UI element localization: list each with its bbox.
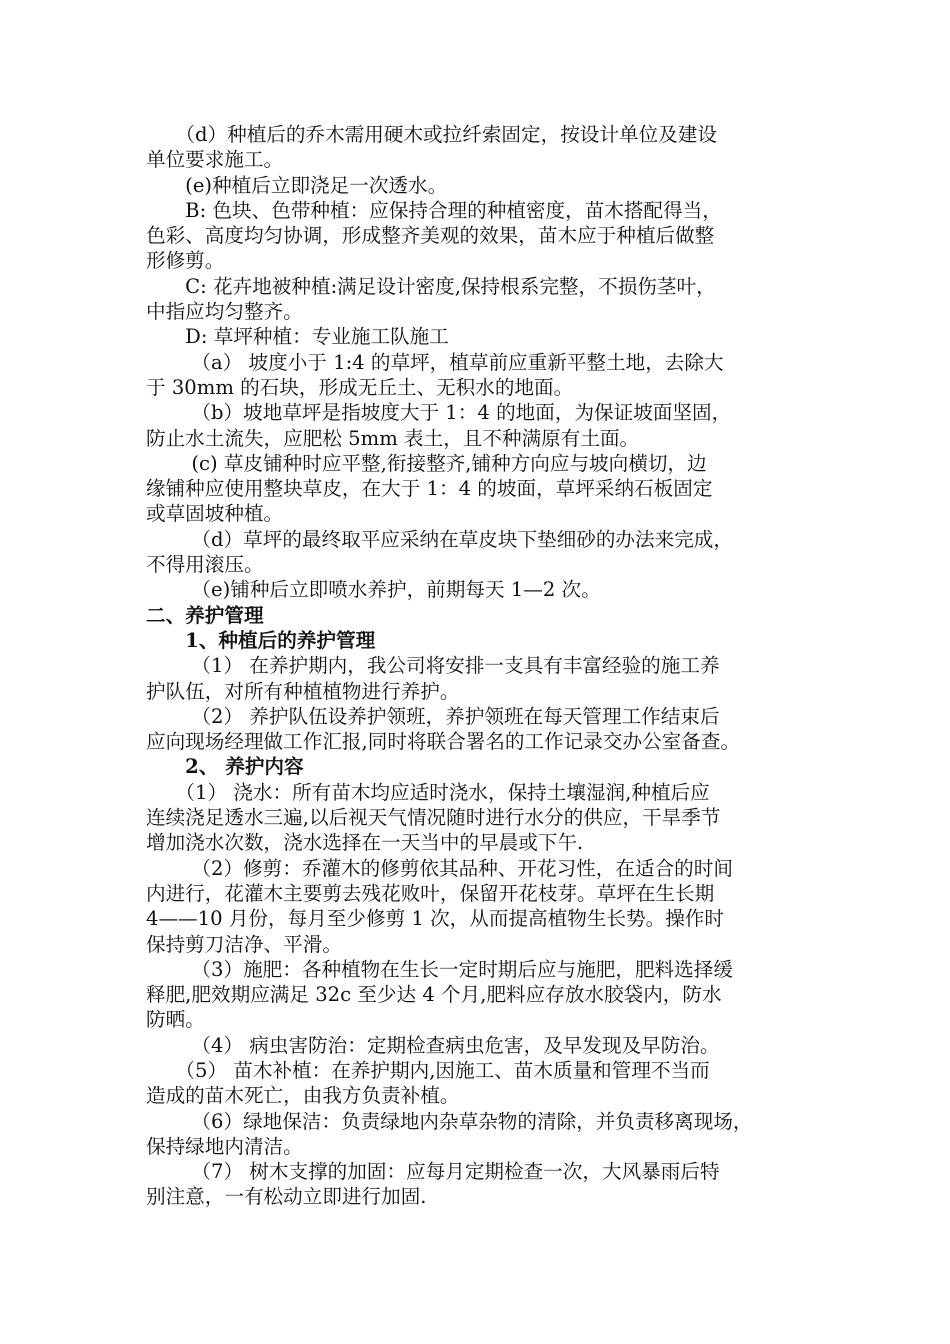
text-line: 或草固坡种植。 — [146, 502, 284, 526]
text-line: 增加浇水次数，浇水选择在一天当中的早晨或下午. — [146, 831, 584, 855]
text-line: （e)铺种后立即喷水养护，前期每天 1—2 次。 — [146, 578, 601, 602]
text-line: 形修剪。 — [146, 249, 225, 273]
text-line: （5） 苗木补植：在养护期内,因施工、苗木质量和管理不当而 — [146, 1058, 710, 1082]
subsection-heading: 2、 养护内容 — [146, 755, 304, 779]
text-line: 应向现场经理做工作汇报,同时将联合署名的工作记录交办公室备查。 — [146, 730, 741, 754]
subsection-heading: 1、种植后的养护管理 — [146, 628, 376, 652]
text-line: 造成的苗木死亡，由我方负责补植。 — [146, 1084, 460, 1108]
text-line: （7） 树木支撑的加固：应每月定期检查一次，大风暴雨后特 — [146, 1160, 720, 1184]
text-line: 连续浇足透水三遍,以后视天气情况随时进行水分的供应，干旱季节 — [146, 806, 721, 830]
text-line: 内进行，花灌木主要剪去残花败叶，保留开花枝芽。草坪在生长期 — [146, 881, 715, 905]
text-line: （2）修剪：乔灌木的修剪依其品种、开花习性，在适合的时间 — [146, 856, 733, 880]
text-line: 单位要求施工。 — [146, 148, 284, 172]
text-line: 不得用滚压。 — [146, 553, 264, 577]
text-line: （4） 病虫害防治：定期检查病虫危害，及早发现及早防治。 — [146, 1033, 720, 1057]
text-line: 释肥,肥效期应满足 32c 至少达 4 个月,肥料应存放水胶袋内，防水 — [146, 983, 722, 1007]
text-line: 于 30mm 的石块，形成无丘土、无积水的地面。 — [146, 375, 574, 399]
text-line: （d）种植后的乔木需用硬木或拉纤索固定，按设计单位及建设 — [146, 123, 717, 146]
text-line: 护队伍，对所有种植植物进行养护。 — [146, 679, 460, 703]
text-line: B: 色块、色带种植：应保持合理的种植密度，苗木搭配得当， — [146, 198, 722, 222]
text-line: 防止水土流失，应肥松 5mm 表土，且不种满原有土面。 — [146, 426, 640, 450]
text-line: C: 花卉地被种植:满足设计密度,保持根系完整，不损伤茎叶， — [146, 274, 716, 298]
text-line: （6）绿地保洁：负责绿地内杂草杂物的清除，并负责移离现场， — [146, 1109, 753, 1133]
text-line: 缘铺种应使用整块草皮，在大于 1：4 的坡面，草坪采纳石板固定 — [146, 477, 713, 501]
text-line: （1） 浇水：所有苗木均应适时浇水，保持土壤湿润,种植后应 — [146, 780, 710, 804]
text-line: （b）坡地草坪是指坡度大于 1：4 的地面，为保证坡面坚固， — [146, 401, 732, 425]
text-line: （2） 养护队伍设养护领班，养护领班在每天管理工作结束后 — [146, 704, 720, 728]
text-line: （d）草坪的最终取平应采纳在草皮块下垫细砂的办法来完成， — [146, 527, 733, 551]
text-line: 保持剪刀洁净、平滑。 — [146, 932, 342, 956]
text-line: D: 草坪种植：专业施工队施工 — [146, 325, 449, 349]
text-line: (c) 草皮铺种时应平整,衔接整齐,铺种方向应与坡向横切，边 — [146, 451, 707, 475]
text-line: 别注意，一有松动立即进行加固. — [146, 1185, 427, 1209]
text-line: （3）施肥：各种植物在生长一定时期后应与施肥，肥料选择缓 — [146, 957, 733, 981]
text-line: (e)种植后立即浇足一次透水。 — [146, 173, 448, 197]
text-line: 中指应均匀整齐。 — [146, 300, 303, 324]
text-line: 防晒。 — [146, 1008, 205, 1032]
section-heading: 二、养护管理 — [146, 603, 264, 627]
text-line: 色彩、高度均匀协调，形成整齐美观的效果，苗木应于种植后做整 — [146, 224, 715, 248]
text-line: 保持绿地内清洁。 — [146, 1134, 303, 1158]
document-body — [146, 122, 814, 1210]
text-line: 4——10 月份，每月至少修剪 1 次，从而提高植物生长势。操作时 — [146, 907, 724, 931]
text-line: （a） 坡度小于 1:4 的草坪，植草前应重新平整土地，去除大 — [146, 350, 724, 374]
text-line: （1） 在养护期内，我公司将安排一支具有丰富经验的施工养 — [146, 654, 720, 678]
